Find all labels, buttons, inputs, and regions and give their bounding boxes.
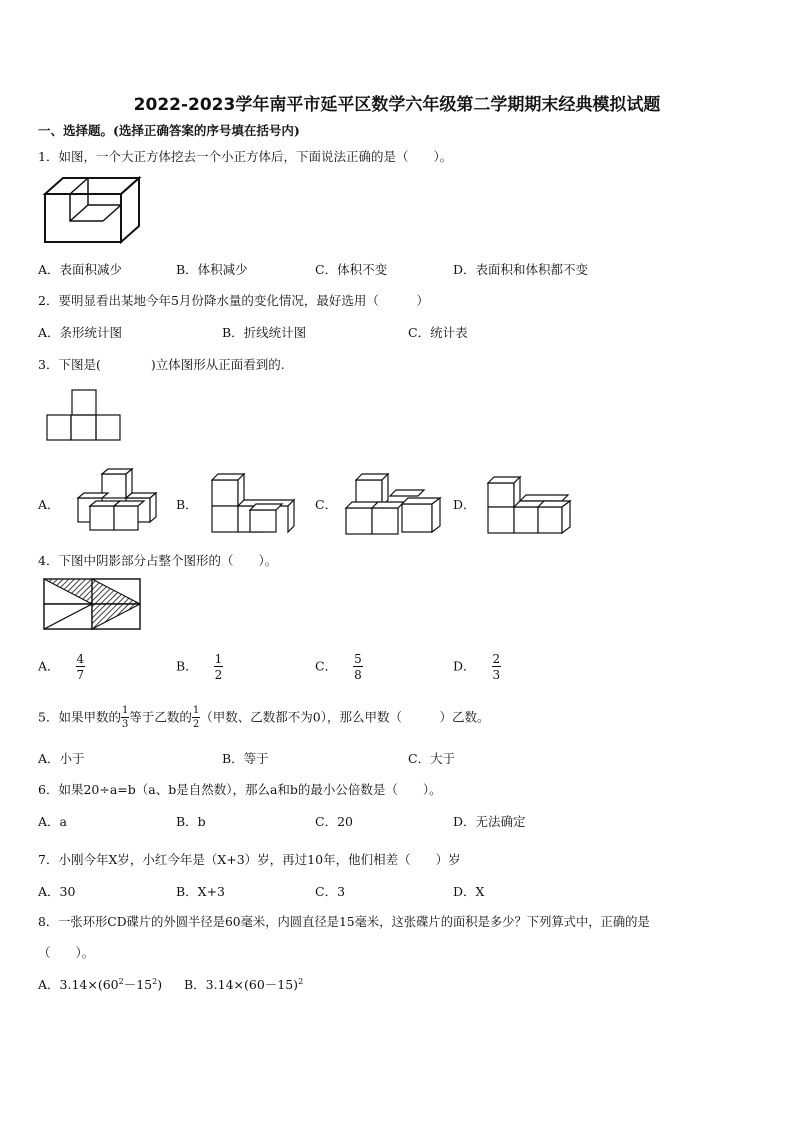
superscript: 2: [298, 976, 304, 986]
denominator: 3: [121, 719, 129, 730]
q3-solid-b-figure: [206, 472, 300, 536]
q6-option-a[interactable]: A．a: [38, 814, 67, 829]
q7-option-d[interactable]: D．X: [453, 884, 485, 899]
denominator: 3: [492, 668, 501, 682]
numerator: 5: [354, 652, 362, 666]
q2-option-b[interactable]: B．折线统计图: [222, 325, 307, 340]
numerator: 2: [492, 652, 501, 666]
question-4-stem: 4．下图中阴影部分占整个图形的（ ）。: [38, 553, 278, 568]
question-8-stem-continued: （ ）。: [38, 945, 95, 960]
fraction: [192, 706, 200, 730]
q4-option-b[interactable]: [176, 653, 223, 681]
q3-solid-a-figure: [70, 468, 164, 534]
question-8-stem: 8．一张环形CD碟片的外圆半径是60毫米，内圆直径是15毫米，这张碟片的面积是多少？下列算式中，正确的是: [38, 915, 650, 929]
q5-option-b[interactable]: B．等于: [222, 751, 269, 766]
q3-solid-d-figure: [484, 473, 576, 535]
fraction: [353, 653, 363, 681]
q3-option-c[interactable]: C．: [315, 497, 338, 512]
denominator: 7: [76, 668, 85, 682]
numerator: 1: [214, 652, 223, 666]
fraction: [76, 653, 86, 681]
q5-text-post: （甲数、乙数都不为0），那么甲数（ ）乙数。: [200, 709, 490, 725]
question-7-stem: 7．小刚今年X岁，小红今年是（X+3）岁，再过10年，他们相差（ ）岁: [38, 852, 461, 867]
denominator: 8: [354, 668, 362, 682]
q6-option-d[interactable]: D．无法确定: [453, 814, 526, 829]
question-5-stem: [38, 706, 489, 730]
q8-option-a-text: －15: [123, 977, 153, 992]
option-letter: D．: [453, 658, 476, 674]
q5-option-c[interactable]: C．大于: [408, 751, 456, 766]
option-letter: A．: [38, 658, 60, 674]
q4-option-d[interactable]: [453, 653, 501, 681]
q8-option-a-text: ): [157, 977, 163, 992]
question-2-stem: 2．要明显看出某地今年5月份降水量的变化情况，最好选用（ ）: [38, 293, 429, 308]
numerator: 4: [76, 652, 85, 666]
q6-option-c[interactable]: C．20: [315, 814, 353, 829]
q3-solid-c-figure: [344, 470, 446, 538]
superscript: 2: [118, 976, 124, 986]
question-3-stem: 3．下图是( )立体图形从正面看到的.: [38, 357, 285, 372]
q1-option-c[interactable]: C．体积不变: [315, 262, 388, 277]
q8-option-b[interactable]: [184, 975, 303, 993]
q3-option-d[interactable]: D．: [453, 497, 476, 512]
section-heading: 一、选择题。(选择正确答案的序号填在括号内): [38, 123, 300, 138]
q4-option-a[interactable]: [38, 653, 85, 681]
q7-option-a[interactable]: A．30: [38, 884, 76, 899]
shaded-rectangle-figure: [42, 577, 142, 633]
fraction: [214, 653, 224, 681]
numerator: 1: [121, 705, 129, 716]
q3-option-b[interactable]: B．: [176, 497, 198, 512]
q5-option-a[interactable]: A．小于: [38, 751, 85, 766]
denominator: 2: [214, 668, 223, 682]
q2-option-a[interactable]: A．条形统计图: [38, 325, 123, 340]
question-1-stem: 1．如图，一个大正方体挖去一个小正方体后，下面说法正确的是（ ）。: [38, 149, 453, 164]
q2-option-c[interactable]: C．统计表: [408, 325, 468, 340]
q5-text-pre: 5．如果甲数的: [38, 709, 121, 725]
q5-text-mid: 等于乙数的: [129, 709, 192, 725]
q7-option-b[interactable]: B．X+3: [176, 884, 226, 899]
q8-option-b-text: B．3.14×(60－15): [184, 977, 299, 992]
option-letter: C．: [315, 658, 338, 674]
q1-option-a[interactable]: A．表面积减少: [38, 262, 123, 277]
question-6-stem: 6．如果20÷a=b（a、b是自然数），那么a和b的最小公倍数是（ ）。: [38, 782, 442, 797]
q8-option-a[interactable]: [38, 975, 162, 993]
q6-option-b[interactable]: B．b: [176, 814, 206, 829]
fraction: [492, 653, 502, 681]
q8-option-a-text: A．3.14×(60: [38, 977, 119, 992]
q1-option-b[interactable]: B．体积减少: [176, 262, 248, 277]
superscript: 2: [152, 976, 158, 986]
q4-option-c[interactable]: [315, 653, 363, 681]
page-title: 2022-2023学年南平市延平区数学六年级第二学期期末经典模拟试题: [133, 95, 661, 115]
q7-option-c[interactable]: C．3: [315, 884, 346, 899]
cube-with-notch-figure: [42, 176, 142, 246]
numerator: 1: [192, 705, 200, 716]
q3-option-a[interactable]: A．: [38, 497, 60, 512]
front-view-figure: [46, 389, 122, 443]
q1-option-d[interactable]: D．表面积和体积都不变: [453, 262, 589, 277]
denominator: 2: [192, 719, 200, 730]
option-letter: B．: [176, 658, 198, 674]
